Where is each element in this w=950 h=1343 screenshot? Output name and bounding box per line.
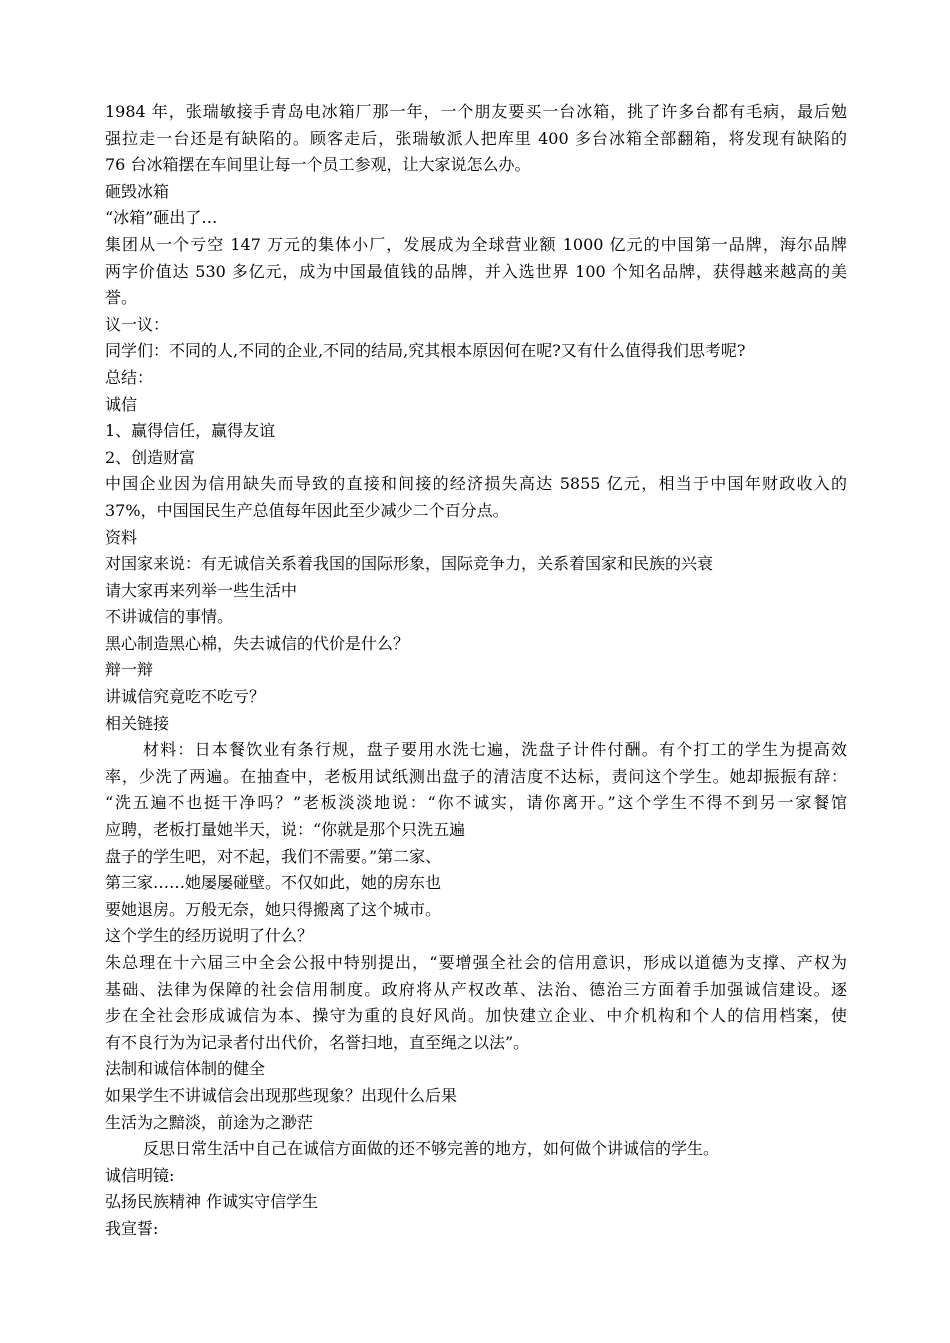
- text-line: 应聘，老板打量她半天，说：“你就是那个只洗五遍: [105, 820, 466, 840]
- text-line: 黑心制造黑心棉，失去诚信的代价是什么？: [105, 633, 410, 653]
- text-line: 朱总理在十六届三中全会公报中特别提出，“要增强全社会的信用意识，形成以道德为支撑、产权为: [105, 953, 847, 972]
- text-line: 76 台冰箱摆在车间里让每一个员工参观，让大家说怎么办。: [105, 155, 531, 175]
- text-line: 砸毁冰箱: [105, 181, 170, 201]
- text-line: 议一议：: [105, 314, 170, 334]
- text-line: 材料：日本餐饮业有条行规，盘子要用水洗七遍，洗盘子计件付酬。有个打工的学生为提高效: [143, 740, 847, 760]
- text-line: 对国家来说：有无诚信关系着我国的国际形象，国际竞争力，关系着国家和民族的兴衰: [105, 554, 714, 574]
- text-line: “冰箱”砸出了…: [105, 208, 218, 228]
- text-line: 如果学生不讲诚信会出现那些现象？出现什么后果: [105, 1085, 458, 1105]
- text-line: 两字价值达 530 多亿元，成为中国最值钱的品牌，并入选世界 100 个知名品牌，获得越来越高的美: [105, 261, 847, 281]
- text-line: 集团从一个亏空 147 万元的集体小厂，发展成为全球营业额 1000 亿元的中国第一品牌，海尔品牌: [105, 234, 847, 254]
- text-line: 誉。: [105, 288, 138, 308]
- text-line: 步在全社会形成诚信为本、操守为重的良好风尚。加快建立企业、中介机构和个人的信用档案，使: [105, 1006, 847, 1026]
- text-line: 中国企业因为信用缺失而导致的直接和间接的经济损失高达 5855 亿元，相当于中国年财政收入的: [105, 474, 847, 494]
- text-line: 资料: [105, 527, 138, 547]
- text-line: “洗五遍不也挺干净吗？”老板淡淡地说：“你不诚实，请你离开。”这个学生不得不到另一家餐馆: [105, 793, 847, 813]
- text-line: 法制和诚信体制的健全: [105, 1059, 266, 1079]
- text-line: 这个学生的经历说明了什么？: [105, 926, 314, 946]
- text-line: 率，少洗了两遍。在抽查中，老板用试纸测出盘子的清洁度不达标，责问这个学生。她却振振有辞：: [105, 766, 847, 786]
- text-line: 讲诚信究竟吃不吃亏？: [105, 687, 266, 707]
- text-line: 诚信: [105, 394, 138, 414]
- text-line: 2、创造财富: [105, 447, 196, 467]
- text-line: 请大家再来列举一些生活中: [105, 580, 298, 600]
- text-line: 诚信明镜:: [105, 1165, 175, 1185]
- text-line: 总结：: [105, 367, 154, 387]
- text-line: 1、赢得信任，赢得友谊: [105, 421, 276, 441]
- text-line: 同学们：不同的人,不同的企业,不同的结局,究其根本原因何在呢?又有什么值得我们思考呢?: [105, 341, 746, 361]
- text-line: 弘扬民族精神 作诚实守信学生: [105, 1192, 319, 1212]
- document-body: [105, 99, 847, 1243]
- text-line: 不讲诚信的事情。: [105, 607, 234, 627]
- text-line: 盘子的学生吧，对不起，我们不需要。”第二家、: [105, 846, 442, 866]
- text-line: 1984 年，张瑞敏接手青岛电冰箱厂那一年，一个朋友要买一台冰箱，挑了许多台都有毛病，最后勉: [105, 102, 847, 121]
- text-line: 生活为之黯淡，前途为之渺茫: [105, 1112, 314, 1132]
- text-line: 基础、法律为保障的社会信用制度。政府将从产权改革、法治、德治三方面着手加强诚信建设。逐: [105, 979, 847, 999]
- text-line: 辩一辩: [105, 660, 154, 680]
- text-line: 第三家……她屡屡碰壁。不仅如此，她的房东也: [105, 873, 442, 893]
- text-line: 相关链接: [105, 713, 170, 733]
- text-line: 要她退房。万般无奈，她只得搬离了这个城市。: [105, 899, 442, 919]
- text-line: 37%，中国国民生产总值每年因此至少减少二个百分点。: [105, 500, 509, 520]
- text-line: 我宣誓:: [105, 1218, 159, 1238]
- text-line: 强拉走一台还是有缺陷的。顾客走后，张瑞敏派人把库里 400 多台冰箱全部翻箱，将发现有缺陷的: [105, 128, 847, 148]
- text-line: 反思日常生活中自己在诚信方面做的还不够完善的地方，如何做个讲诚信的学生。: [143, 1139, 720, 1159]
- text-line: 有不良行为为记录者付出代价，名誉扫地，直至绳之以法”。: [105, 1032, 530, 1052]
